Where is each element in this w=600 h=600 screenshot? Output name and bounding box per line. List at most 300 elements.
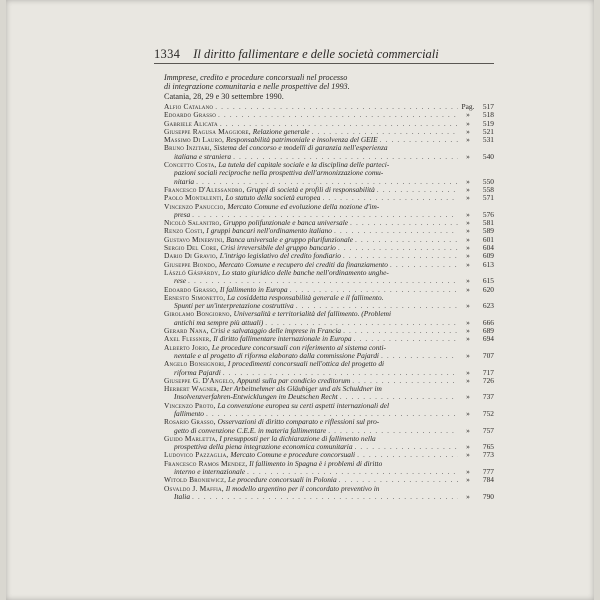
leader-dots xyxy=(338,244,458,252)
leader-dots xyxy=(377,186,458,194)
toc-page-number: 604 xyxy=(482,243,494,253)
toc-author: Gabriele Alicata xyxy=(164,119,218,128)
page-prefix: » xyxy=(466,234,470,244)
toc-entry-line xyxy=(164,219,494,227)
page-prefix: » xyxy=(466,284,470,294)
leader-dots xyxy=(290,286,458,294)
leader-dots xyxy=(188,277,458,285)
toc-title: Osservazioni di diritto comparato e riflessioni sul pro- xyxy=(217,418,380,427)
toc-page-number: 765 xyxy=(482,442,494,452)
toc-page-number: 757 xyxy=(482,425,494,435)
toc-entry-text xyxy=(164,111,216,119)
toc-title: Relazione generale xyxy=(252,127,310,136)
toc-entry-text xyxy=(164,402,389,410)
leader-dots xyxy=(380,136,458,144)
toc-entry-continuation xyxy=(164,493,494,501)
toc-page-number: 777 xyxy=(482,467,494,477)
toc-entry xyxy=(164,377,494,385)
page-prefix: » xyxy=(466,475,470,485)
toc-author: Ernesto Simonetto, xyxy=(164,293,226,302)
toc-entry xyxy=(164,136,494,144)
toc-entry-text xyxy=(164,244,336,252)
toc-title-continuation: rese xyxy=(174,277,187,286)
toc-title-continuation: interno e internazionale xyxy=(174,468,246,477)
page-prefix: » xyxy=(466,259,470,269)
toc-title: La tutela del capitale sociale e la disciplina delle parteci- xyxy=(218,161,390,170)
toc-author: Francesco D'Alessandro, xyxy=(164,185,245,194)
toc-entry-line xyxy=(164,136,494,144)
toc-author: Giuseppe G. D'Angelo, xyxy=(164,376,235,385)
toc-entry-text xyxy=(164,186,375,194)
toc-entry-text xyxy=(164,144,388,152)
toc-author: Gustavo Minervini, xyxy=(164,235,225,244)
toc-entry-text xyxy=(164,460,382,468)
toc-entry-continuation xyxy=(164,319,494,327)
toc-page-number: 519 xyxy=(482,118,494,128)
toc-entry-line xyxy=(164,418,494,426)
toc-entry xyxy=(164,244,494,252)
leader-dots xyxy=(350,219,458,227)
toc-entry-line xyxy=(164,194,494,202)
toc-author: Nicolò Salanitro, xyxy=(164,219,222,228)
toc-author: Bruno Inzitari, xyxy=(164,144,212,153)
page-prefix: » xyxy=(466,301,470,311)
toc-entry-continuation xyxy=(164,369,494,377)
toc-entry-text xyxy=(164,344,386,352)
toc-entry-line xyxy=(164,244,494,252)
toc-page-number: 752 xyxy=(482,408,494,418)
page-prefix: » xyxy=(466,375,470,385)
toc-entry-continuation xyxy=(164,178,494,186)
toc-page-number: 689 xyxy=(482,326,494,336)
toc-author: Herbert Wagner, xyxy=(164,385,219,394)
toc-title: L'intrigo legislativo del credito fondiario xyxy=(219,252,341,261)
toc-entry xyxy=(164,227,494,235)
toc-author: Giuseppe Biondo, xyxy=(164,260,217,269)
page-prefix: » xyxy=(466,392,470,402)
toc-title: Il fallimento in Spagna è i problemi di diritto xyxy=(249,459,383,468)
toc-entry xyxy=(164,194,494,202)
toc-author: Alfio Catalano xyxy=(164,103,214,111)
toc-entry xyxy=(164,294,494,311)
toc-entry-text xyxy=(164,261,388,269)
toc-entry-line xyxy=(164,476,494,484)
page-prefix: » xyxy=(466,276,470,286)
toc-title-continuation: getto di convenzione C.E.E. in materia fallimentare xyxy=(174,426,327,435)
toc-entry-continuation xyxy=(164,427,494,435)
page-prefix: » xyxy=(466,251,470,261)
toc-entry xyxy=(164,111,494,119)
leader-dots xyxy=(206,410,458,418)
leader-dots xyxy=(265,319,458,327)
toc-title: Il fallimento in Europa xyxy=(219,285,288,294)
intro-line-1: Immprese, credito e procedure concorsuali nel processo xyxy=(164,73,348,82)
toc-entry-line xyxy=(164,310,494,318)
toc-entry-continuation xyxy=(164,277,494,285)
toc-entry xyxy=(164,236,494,244)
toc-entry-text xyxy=(164,485,379,493)
toc-title-continuation: prospettiva della piena integrazione economica comunitaria xyxy=(174,443,353,452)
toc-entry xyxy=(164,327,494,335)
leader-dots xyxy=(343,252,458,260)
toc-entry-text xyxy=(164,103,213,111)
toc-entry-line xyxy=(164,460,494,468)
page-prefix: » xyxy=(466,350,470,360)
toc-page-number: 707 xyxy=(482,350,494,360)
page-prefix: » xyxy=(466,467,470,477)
toc-author: Angelo Bonsignori, xyxy=(164,360,227,369)
toc-entry xyxy=(164,161,494,186)
page-prefix: » xyxy=(466,367,470,377)
page-prefix: » xyxy=(466,184,470,194)
toc-entry xyxy=(164,269,494,286)
toc-page-number: 517 xyxy=(482,102,494,111)
toc-title-continuation: Insolvenzverfahren-Entwicklungen im Deutschen Recht xyxy=(174,393,338,402)
toc-page-number: 717 xyxy=(482,367,494,377)
toc-entry xyxy=(164,128,494,136)
toc-entry xyxy=(164,485,494,502)
toc-page-number: 694 xyxy=(482,334,494,344)
toc-entry-text xyxy=(164,377,350,385)
toc-title-continuation: nitaria xyxy=(174,177,195,186)
toc-entry-line xyxy=(164,335,494,343)
toc-entry-line xyxy=(164,203,494,211)
leader-dots xyxy=(328,427,458,435)
running-title: Il diritto fallimentare e delle società commerciali xyxy=(193,47,439,61)
toc-entry xyxy=(164,451,494,459)
toc-entry xyxy=(164,310,494,327)
toc-page-number: 620 xyxy=(482,284,494,294)
leader-dots xyxy=(355,443,458,451)
toc-page-number: 558 xyxy=(482,184,494,194)
page-prefix: » xyxy=(466,317,470,327)
toc-title: Le procedure concorsuali con riferimento al sistema conti- xyxy=(211,343,386,352)
toc-entry-text xyxy=(164,136,378,144)
toc-entry-continuation xyxy=(164,468,494,476)
toc-entry-line xyxy=(164,327,494,335)
toc-title: Mercato Comune ed evoluzione della nozione d'im- xyxy=(227,202,380,211)
toc-entry-text xyxy=(164,227,332,235)
toc-title: I gruppi bancari nell'ordinamento italiano xyxy=(206,227,332,236)
toc-page-number: 623 xyxy=(482,301,494,311)
page-prefix: » xyxy=(466,442,470,452)
toc-entry-text xyxy=(164,128,310,136)
page-header xyxy=(154,46,494,62)
toc-author: Edoardo Grasso, xyxy=(164,285,219,294)
toc-author: Giuseppe Ragusa Maggiore, xyxy=(164,127,251,136)
toc-entry-text xyxy=(164,219,348,227)
toc-title: Lo stato giuridico delle banche nell'ordinamento unghe- xyxy=(222,268,389,277)
page-number: 1334 xyxy=(154,47,181,61)
toc-entry-line xyxy=(164,261,494,269)
toc-title-continuation: pazioni sociali reciproche nella prospettiva dell'armonizzazione comu- xyxy=(174,169,384,178)
toc-page-number: 790 xyxy=(482,491,494,501)
leader-dots xyxy=(215,103,458,111)
leader-dots xyxy=(196,178,458,186)
leader-dots xyxy=(223,369,458,377)
toc-entry xyxy=(164,144,494,161)
toc-entry xyxy=(164,252,494,260)
toc-entry-text xyxy=(164,327,341,335)
toc-author: Sergio Del Core, xyxy=(164,244,219,253)
toc-entry-line xyxy=(164,269,494,277)
toc-entry-line xyxy=(164,186,494,194)
leader-dots xyxy=(357,451,458,459)
toc-entry-line xyxy=(164,385,494,393)
toc-page-number: 615 xyxy=(482,276,494,286)
toc-entry xyxy=(164,402,494,419)
toc-entry xyxy=(164,186,494,194)
toc-entry-continuation xyxy=(164,410,494,418)
toc-entry-line xyxy=(164,294,494,302)
toc-page-number: 726 xyxy=(482,375,494,385)
toc-entry-line xyxy=(164,120,494,128)
toc-entry xyxy=(164,360,494,377)
page-prefix: » xyxy=(466,243,470,253)
intro-line-2: di integrazione comunitaria e nelle prospettive del 1993. xyxy=(164,82,350,92)
toc-entry-text xyxy=(164,335,352,343)
book-page xyxy=(6,0,594,600)
toc-entry-text xyxy=(164,286,288,294)
page-prefix: » xyxy=(466,218,470,228)
toc-author: Edoardo Grasso xyxy=(164,111,217,120)
toc-entry xyxy=(164,460,494,477)
toc-entry-line xyxy=(164,144,494,152)
page-prefix: » xyxy=(466,226,470,236)
toc-entry-line xyxy=(164,344,494,352)
page-prefix: Pag. xyxy=(461,102,475,111)
toc-page-number: 550 xyxy=(482,176,494,186)
toc-entry-line xyxy=(164,161,494,169)
leader-dots xyxy=(192,211,458,219)
toc-title: La cosiddetta responsabilità generale e il fallimento. xyxy=(227,293,384,302)
toc-title: Mercato Comune e recupero dei crediti da finanziamento xyxy=(218,260,388,269)
toc-entry xyxy=(164,219,494,227)
toc-title-continuation: presa xyxy=(174,210,191,219)
toc-author: Alberto Jorio, xyxy=(164,343,210,352)
leader-dots xyxy=(352,377,458,385)
toc-entry-text xyxy=(164,385,382,393)
toc-title-continuation: Spunti per un'interpretazione costruttiva xyxy=(174,302,294,311)
toc-entry-text xyxy=(164,418,379,426)
toc-author: Concetto Costa, xyxy=(164,161,217,170)
toc-entry-line xyxy=(164,435,494,443)
page-prefix: » xyxy=(466,110,470,120)
toc-author: Rosario Grasso, xyxy=(164,418,216,427)
toc-entry-text xyxy=(164,294,384,302)
toc-entry-text xyxy=(164,360,384,368)
toc-page-number: 518 xyxy=(482,110,494,120)
toc-author: Ludovico Pazzaglia, xyxy=(164,451,229,460)
leader-dots xyxy=(322,194,458,202)
toc-title: Appunti sulla par condicio creditorum xyxy=(236,376,351,385)
leader-dots xyxy=(218,111,458,119)
toc-author: Dario Di Gravio, xyxy=(164,252,218,261)
toc-entry xyxy=(164,418,494,435)
toc-entry xyxy=(164,286,494,294)
toc-entry xyxy=(164,103,494,111)
toc-page-number: 589 xyxy=(482,226,494,236)
page-prefix: » xyxy=(466,425,470,435)
leader-dots xyxy=(233,153,458,161)
toc-title: La convenzione europea su certi aspetti internazionali del xyxy=(217,401,390,410)
toc-entry-line xyxy=(164,286,494,294)
toc-entry-line xyxy=(164,402,494,410)
leader-dots xyxy=(340,393,458,401)
toc-entry-text xyxy=(164,310,391,318)
page-prefix: » xyxy=(466,135,470,145)
toc-entry-line xyxy=(164,227,494,235)
toc-author: Paolo Montalenti, xyxy=(164,194,224,203)
toc-entry-line xyxy=(164,128,494,136)
leader-dots xyxy=(334,227,458,235)
toc-page-number: 601 xyxy=(482,234,494,244)
toc-entry-continuation xyxy=(164,443,494,451)
toc-title: Banca universale e gruppo plurifunzionale xyxy=(226,235,353,244)
toc-entry xyxy=(164,261,494,269)
toc-entry-text xyxy=(164,203,379,211)
toc-page-number: 521 xyxy=(482,126,494,136)
toc-entry-line xyxy=(164,377,494,385)
toc-title: Gruppo polifunzionale e banca universale xyxy=(223,219,349,228)
toc-page-number: 666 xyxy=(482,317,494,327)
toc-author: Vincenzo Panuccio, xyxy=(164,202,226,211)
toc-entry-text xyxy=(164,252,341,260)
toc-author: Witold Broniewicz, xyxy=(164,476,227,485)
page-prefix: » xyxy=(466,176,470,186)
toc-entry-text xyxy=(164,194,320,202)
toc-entry-text xyxy=(164,435,376,443)
page-prefix: » xyxy=(466,118,470,128)
toc-page-number: 737 xyxy=(482,392,494,402)
toc-entry xyxy=(164,203,494,220)
toc-author: Renzo Costi, xyxy=(164,227,205,236)
toc-entry-text xyxy=(164,269,389,277)
toc-title: Crisi irreversibile del gruppo bancario xyxy=(220,244,336,253)
toc-title: Le procedure concorsuali in Polonia xyxy=(228,476,337,485)
toc-author: Guido Marletta, xyxy=(164,434,218,443)
toc-page-number: 540 xyxy=(482,151,494,161)
toc-title-continuation: antichi ma sempre più attuali) xyxy=(174,318,264,327)
toc-page-number: 773 xyxy=(482,450,494,460)
toc-entry-continuation xyxy=(164,352,494,360)
toc-title: Sistema del concorso e modelli di garanzia nell'esperienza xyxy=(213,144,388,153)
toc-title-continuation: fallimento xyxy=(174,409,204,418)
toc-title: Der Arbeitnehmer als Gläubiger und als Schuldner im xyxy=(220,385,382,394)
toc-title: Responsabilità patrimoniale e insolvenza del GEIE xyxy=(225,136,378,145)
leader-dots xyxy=(355,236,458,244)
toc-entry-line xyxy=(164,103,494,111)
toc-title: Il diritto fallimentare internazionale in Europa xyxy=(213,335,352,344)
toc-entry-text xyxy=(164,451,355,459)
toc-entry xyxy=(164,120,494,128)
toc-entry xyxy=(164,435,494,452)
header-rule xyxy=(154,63,494,64)
toc-entry xyxy=(164,335,494,343)
leader-dots xyxy=(296,302,458,310)
toc-entry-continuation xyxy=(164,302,494,310)
toc-author: Axel Flessner, xyxy=(164,335,212,344)
leader-dots xyxy=(220,120,458,128)
toc-title: Mercato Comune e procedure concorsuali xyxy=(230,451,356,460)
leader-dots xyxy=(343,327,458,335)
toc-entry-line xyxy=(164,236,494,244)
toc-title: Il modello argentino per il concordato preventivo in xyxy=(225,484,380,493)
leader-dots xyxy=(192,493,458,501)
toc-entry xyxy=(164,385,494,402)
page-prefix: » xyxy=(466,334,470,344)
toc-page-number: 531 xyxy=(482,135,494,145)
toc-page-number: 576 xyxy=(482,209,494,219)
toc-page-number: 581 xyxy=(482,218,494,228)
toc-entry-continuation xyxy=(164,211,494,219)
toc-author: László Gáspárdy, xyxy=(164,268,221,277)
toc-entry-text xyxy=(164,236,353,244)
toc-page-number: 784 xyxy=(482,475,494,485)
toc-title: I procedimenti concorsuali nell'ottica del progetto di xyxy=(227,360,385,369)
conference-intro xyxy=(164,73,494,101)
intro-line-3: Catania, 28, 29 e 30 settembre 1990. xyxy=(164,91,284,101)
toc-entry-continuation xyxy=(164,169,494,177)
leader-dots xyxy=(390,261,458,269)
leader-dots xyxy=(247,468,458,476)
leader-dots xyxy=(339,476,458,484)
leader-dots xyxy=(381,352,458,360)
toc-entry-line xyxy=(164,111,494,119)
toc-author: Girolamo Bongiorno, xyxy=(164,310,232,319)
toc-entry xyxy=(164,476,494,484)
page-prefix: » xyxy=(466,193,470,203)
page-prefix: » xyxy=(466,126,470,136)
toc-author: Francesco Ramos Mendez, xyxy=(164,459,248,468)
toc-page-number: 571 xyxy=(482,193,494,203)
leader-dots xyxy=(312,128,458,136)
toc-entry-line xyxy=(164,451,494,459)
table-of-contents xyxy=(164,103,494,501)
page-prefix: » xyxy=(466,408,470,418)
toc-entry-text xyxy=(164,476,337,484)
toc-entry-text xyxy=(164,161,389,169)
toc-entry-line xyxy=(164,252,494,260)
toc-title-continuation: Italia xyxy=(174,492,191,501)
page-prefix: » xyxy=(466,151,470,161)
toc-author: Osvaldo J. Maffia, xyxy=(164,484,224,493)
toc-title: Universalità e territorialità del fallimento. (Problemi xyxy=(233,310,392,319)
toc-title-continuation: riforma Pajardi xyxy=(174,368,221,377)
page-prefix: » xyxy=(466,491,470,501)
toc-page-number: 613 xyxy=(482,259,494,269)
leader-dots xyxy=(354,335,458,343)
toc-entry-continuation xyxy=(164,153,494,161)
page-prefix: » xyxy=(466,209,470,219)
toc-title: Lo statuto della società europea xyxy=(225,194,321,203)
toc-title: Gruppi di società e profili di responsabilità xyxy=(246,185,375,194)
page-prefix: » xyxy=(466,450,470,460)
toc-title-continuation: nentale e al progetto di riforma elaborato dalla commissione Pajardi xyxy=(174,351,379,360)
toc-page-number: 609 xyxy=(482,251,494,261)
toc-title-continuation: italiana e straniera xyxy=(174,152,232,161)
toc-author: Gerard Nana, xyxy=(164,327,209,336)
toc-entry-line xyxy=(164,485,494,493)
toc-entry xyxy=(164,344,494,361)
toc-author: Massimo Di Lauro, xyxy=(164,136,225,145)
toc-title: Crisi e salvataggio delle imprese in Francia xyxy=(210,327,342,336)
toc-title: I presupposti per la dichiarazione di fallimento nella xyxy=(219,434,376,443)
toc-entry-line xyxy=(164,360,494,368)
toc-entry-text xyxy=(164,120,218,128)
toc-author: Vincenzo Proto, xyxy=(164,401,216,410)
page-prefix: » xyxy=(466,326,470,336)
